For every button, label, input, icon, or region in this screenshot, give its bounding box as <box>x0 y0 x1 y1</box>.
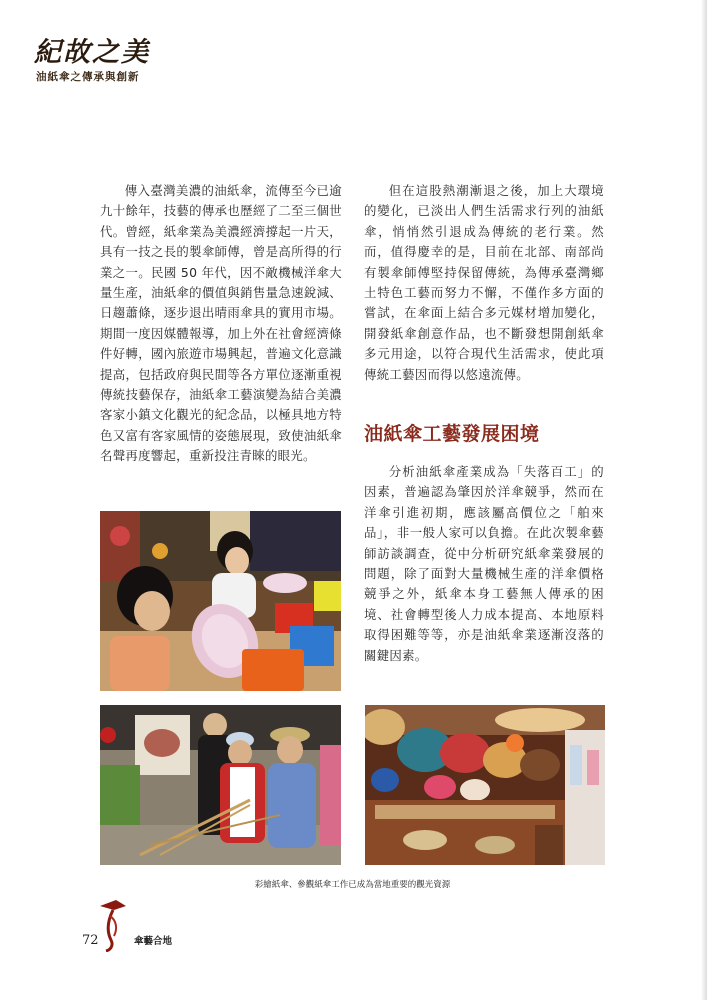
photo-umbrella-shop-interior <box>365 705 605 865</box>
article-column-right-bottom <box>364 462 604 666</box>
photo-children-painting-umbrellas <box>100 511 341 691</box>
page-number: 72 <box>82 933 99 948</box>
logo-title: 紀故之美 <box>34 37 150 68</box>
magazine-logo <box>34 38 169 86</box>
article-paragraph: 傳入臺灣美濃的油紙傘，流傳至今已逾九十餘年，技藝的傳承也歷經了二至三個世代。曾經，紙傘業為美濃經濟撐起一片天，具有一技之長的製傘師傅，曾是高所得的行業之一。民國 50 年代，因不敵機械洋傘大量生產，油紙傘的價值與銷售量急速銳減、日趨蕭條，逐步退出晴雨傘具的實用市場。期間一度因媒體報導，加上外在社會經濟條件好轉，國內旅遊市場興起，普遍文化意識提高，包括政府與民間等各方單位逐漸重視傳統技藝保存，油紙傘工藝演變為結合美濃客家小鎮文化觀光的紀念品，以極具地方特色又富有客家風情的姿態展現，致使油紙傘名聲再度響起，重新投注青睞的眼光。 <box>100 183 342 464</box>
article-paragraph: 但在這股熱潮漸退之後，加上大環境的變化，已淡出人們生活需求行列的油紙傘，悄悄然引退成為傳統的老行業。然而，值得慶幸的是，目前在北部、南部尚有製傘師傅堅持保留傳統，為傳承臺灣鄉土特色工藝而努力不懈，不僅作多方面的嘗試，在傘面上結合多元媒材增加變化，開發紙傘創意作品，也不斷發想開創紙傘多元用途，以符合現代生活需求，使此項傳統工藝因而得以悠遠流傳。 <box>364 183 604 382</box>
article-column-left <box>100 181 342 467</box>
umbrella-footer-icon <box>96 896 130 952</box>
photo-elders-crafting-umbrella <box>100 705 341 865</box>
footer-section-name: 傘藝合地 <box>134 936 173 947</box>
article-column-right-top <box>364 181 604 385</box>
photo-caption: 彩繪紙傘、參觀紙傘工作已成為當地重要的觀光資源 <box>254 880 451 890</box>
section-heading: 油紙傘工藝發展困境 <box>364 423 540 445</box>
logo-subtitle: 油紙傘之傳承與創新 <box>36 71 140 83</box>
article-paragraph: 分析油紙傘產業成為「失落百工」的因素，普遍認為肇因於洋傘競爭，然而在洋傘引進初期，應該屬高價位之「舶來品」，非一般人家可以負擔。在此次製傘藝師訪談調查，從中分析研究紙傘業發展的問題，除了面對大量機械生產的洋傘價格競爭之外，紙傘本身工藝無人傳承的困境、社會轉型後人力成本提高、本地原料取得困難等等，亦是油紙傘業逐漸沒落的關鍵因素。 <box>364 464 604 663</box>
page-edge-shadow <box>701 0 707 1000</box>
